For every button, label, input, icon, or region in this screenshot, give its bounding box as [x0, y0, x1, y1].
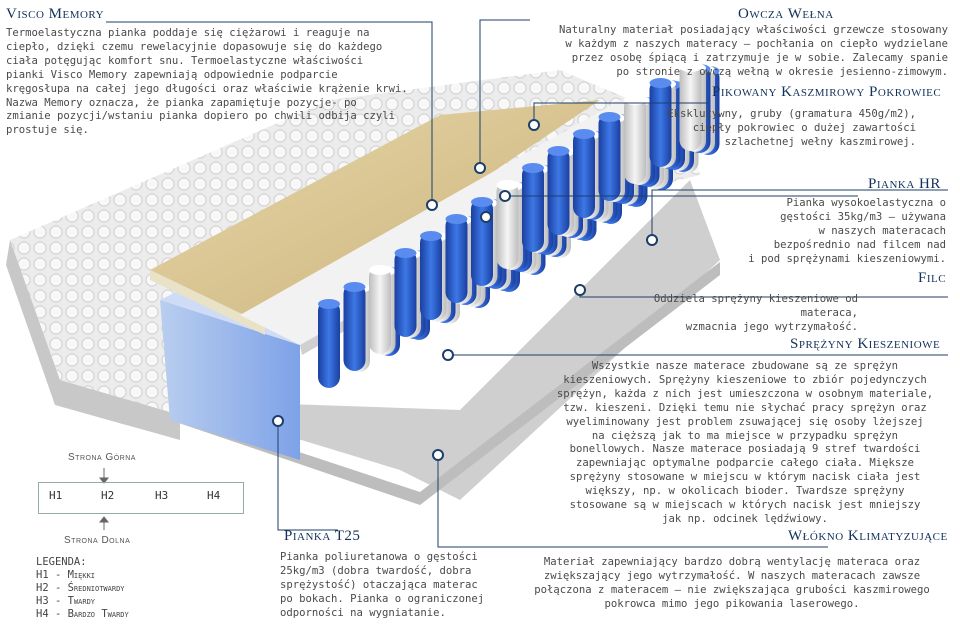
legend-item: H4 - Bardzo Twardy	[36, 608, 129, 620]
visco-title: Visco Memory	[6, 6, 105, 22]
legend-list	[36, 556, 129, 621]
owcza-text: Naturalny materiał posiadający właściwości grzewcze stosowany w każdym z naszych materacy – pochłania on ciepło wydzielane przez osobę śpiącą i zatrzymuje je w sobie. Zalecamy spanie po stronie z owczą wełną w okresie jesienno-zimowym.	[558, 24, 948, 78]
filc-text: Oddziela sprężyny kieszeniowe od materaca, wzmacnia jego wytrzymałość.	[653, 293, 858, 333]
firmness-cell: H2	[101, 489, 115, 502]
sprezyny-text: Wszystkie nasze materace zbudowane są ze sprężyn kieszeniowych. Sprężyny kieszeniowe to zbiór pojedynczych sprężyn, każda z nich jest umieszczona w osobnym materiale, tzw. kieszeni. Dzięki temu nie słychać pracy sprężyn oraz wyeliminowany jest problem zsuwającej się osoby lżejszej na cięższą jak to ma miejsce w przypadku sprężyn bonellowych. Nasze materace posiadają 9 stref twardości zapewniając optymalne podparcie całego ciała. Miększe sprężyny stosowane w miejscu w którym nacisk ciała jest większy, np. w okolicach bioder. Twardsze sprężyny stosowane są w miejscach w których nacisk jest mniejszy jak np. odcinek lędźwiowy.	[556, 360, 934, 525]
firmness-cell: H3	[155, 489, 169, 502]
legend-top-label: Strona Górna	[68, 452, 136, 463]
firmness-cell: H1	[49, 489, 63, 502]
t25-title: Pianka T25	[284, 528, 361, 544]
legend-item: H3 - Twardy	[36, 595, 96, 607]
hr-text: Pianka wysokoelastyczna o gęstości 35kg/m3 – używana w naszych materacach bezpośrednio nad filcem nad i pod sprężynami kieszeniowymi.	[748, 197, 946, 265]
legend-item: H2 - Średniotwardy	[36, 582, 125, 594]
hr-title: Pianka HR	[868, 176, 941, 192]
legend-bottom-label: Strona Dolna	[64, 535, 131, 546]
owcza-title: Owcza Wełna	[738, 6, 834, 22]
legend-item: H1 - Miękki	[36, 569, 96, 581]
legend-title: LEGENDA:	[36, 556, 87, 568]
t25-text: Pianka poliuretanowa o gęstości 25kg/m3 (dobra twardość, dobra sprężystość) otaczająca materac po bokach. Pianka o ograniczonej odporności na wygniatanie.	[280, 551, 485, 619]
firmness-scale	[38, 482, 244, 514]
firmness-cell: H4	[207, 489, 221, 502]
wlokno-text: Materiał zapewniający bardzo dobrą wentylację materaca oraz zwiększający jego wytrzymałość. W naszych materacach zawsze połączona z materacem – nie zwiększająca grubości kaszmirowego pokrowca mimo jego pikowania laserowego.	[534, 556, 930, 610]
sprezyny-title: Sprężyny Kieszeniowe	[790, 336, 941, 352]
kaszmir-title: Pikowany Kaszmirowy Pokrowiec	[712, 84, 942, 100]
filc-title: Filc	[918, 270, 947, 286]
wlokno-title: Włókno Klimatyzujące	[788, 528, 948, 544]
visco-text: Termoelastyczna pianka poddaje się ciężarowi i reaguje na ciepło, dzięki czemu rewelacyjnie dopasowuje się do każdego ciała potęgując komfort snu. Termoelastyczne właściwości pianki Visco Memory zapewniają odpowiednie podparcie kręgosłupa na całej jego długości oraz właściwie krążenie krwi. Nazwa Memory oznacza, że pianka zapamiętuje pozycje- po zmianie pozycji/wstaniu pianka dopiero po chwili odbija czyli prostuje się.	[6, 27, 408, 137]
kaszmir-text: Ekskluzywny, gruby (gramatura 450g/m2), ciepły pokrowiec o dużej zawartości szlachetnej wełny kaszmirowej.	[667, 108, 916, 148]
